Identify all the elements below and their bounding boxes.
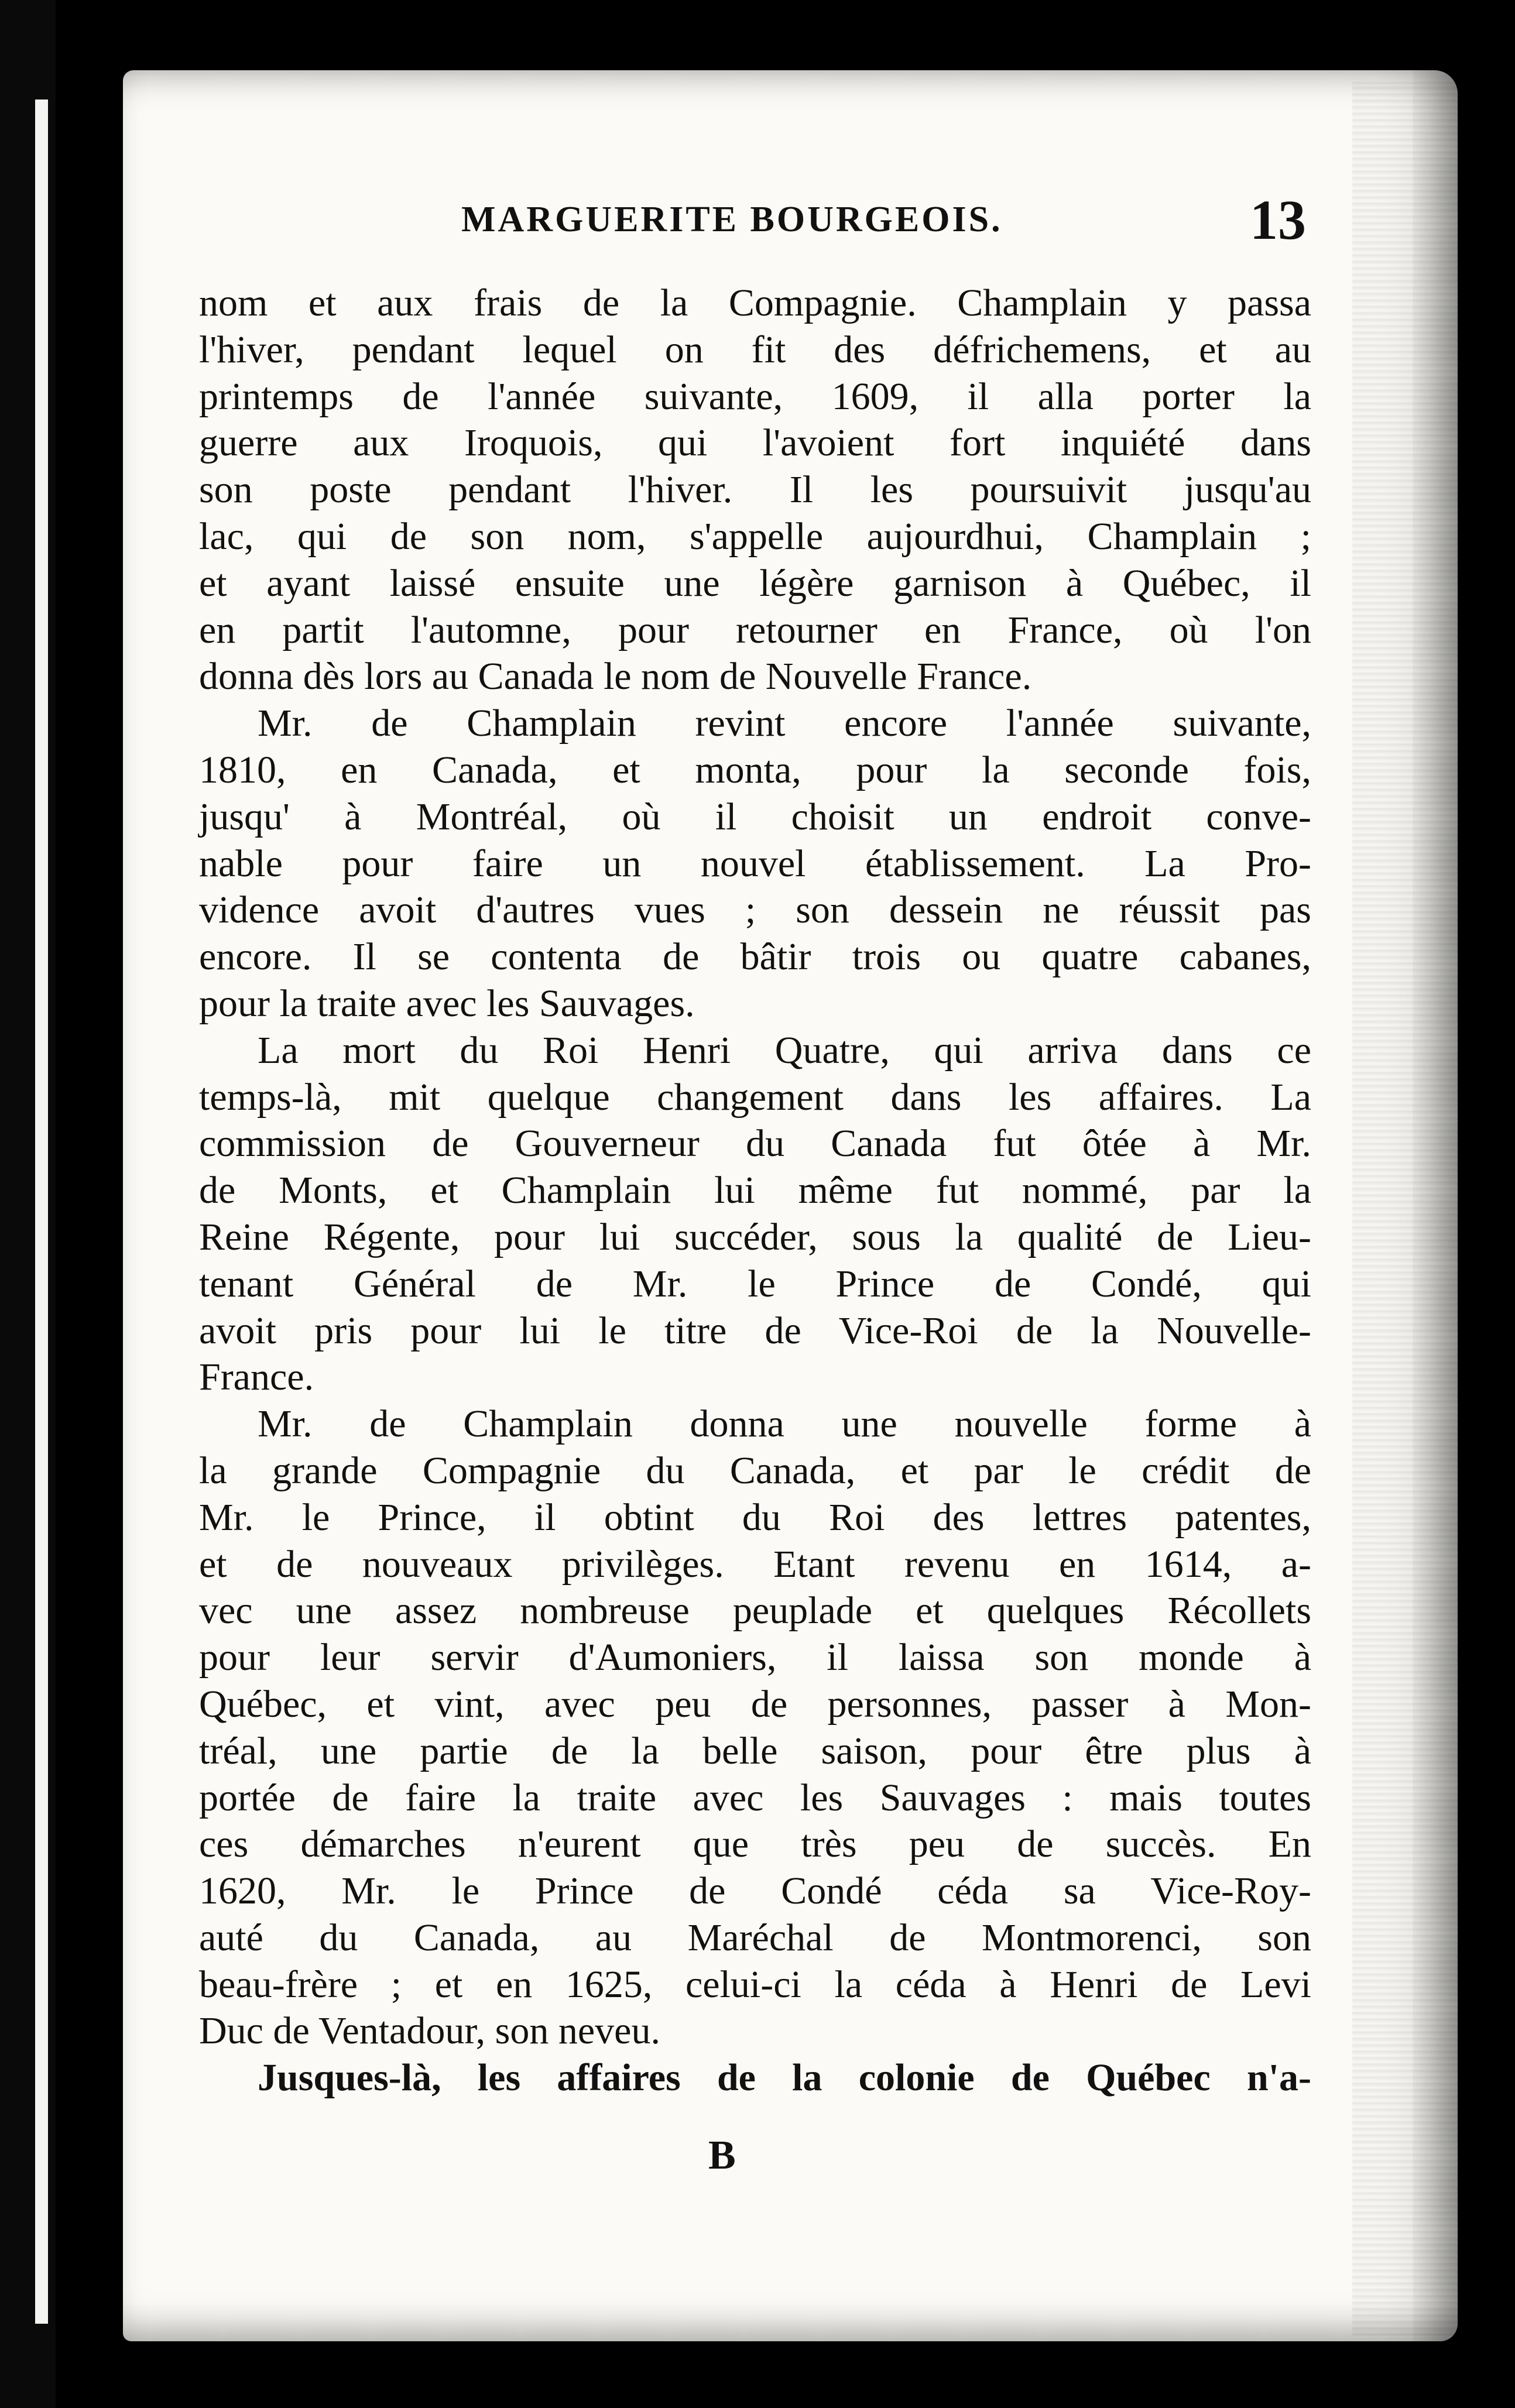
text-line: Québec, et vint, avec peu de personnes, passer à Mon- (199, 1682, 1311, 1726)
text-line: Mr. de Champlain revint encore l'année suivante, (258, 702, 1311, 745)
text-line: Duc de Ventadour, son neveu. (199, 2009, 660, 2053)
text-line: et de nouveaux privilèges. Etant revenu en 1614, a- (199, 1542, 1311, 1586)
text-line: Jusques-là, les affaires de la colonie de Québec n'a- (258, 2056, 1311, 2100)
text-line: encore. Il se contenta de bâtir trois ou quatre cabanes, (199, 935, 1311, 979)
text-line: tréal, une partie de la belle saison, pour être plus à (199, 1729, 1311, 1772)
text-line: guerre aux Iroquois, qui l'avoient fort inquiété dans (199, 421, 1311, 465)
text-line: France. (199, 1356, 314, 1399)
text-line: Mr. le Prince, il obtint du Roi des lettres patentes, (199, 1495, 1311, 1539)
text-line: Mr. de Champlain donna une nouvelle forme à (258, 1402, 1311, 1446)
text-line: de Monts, et Champlain lui même fut nommé, par la (199, 1169, 1311, 1212)
text-line: jusqu' à Montréal, où il choisit un endroit conve- (199, 795, 1311, 838)
text-line: tenant Général de Mr. le Prince de Condé, qui (199, 1262, 1311, 1305)
text-line: La mort du Roi Henri Quatre, qui arriva dans ce (258, 1028, 1311, 1072)
page-number: 13 (1250, 188, 1306, 251)
running-title: MARGUERITE BOURGEOIS. (461, 200, 1003, 239)
text-line: pour la traite avec les Sauvages. (199, 982, 695, 1025)
text-line: son poste pendant l'hiver. Il les poursuivit jusqu'au (199, 468, 1311, 512)
scan-left-margin (0, 0, 56, 2408)
text-line: beau-frère ; et en 1625, celui-ci la céda à Henri de Levi (199, 1963, 1311, 2006)
text-line: temps-là, mit quelque changement dans les affaires. La (199, 1075, 1311, 1119)
text-line: Reine Régente, pour lui succéder, sous la qualité de Lieu- (199, 1215, 1311, 1258)
page-header (334, 188, 1329, 251)
text-line: vidence avoit d'autres vues ; son dessein ne réussit pas (199, 889, 1311, 932)
text-line: portée de faire la traite avec les Sauvages : mais toutes (199, 1776, 1311, 1819)
body-text (199, 280, 1311, 2101)
text-line: nable pour faire un nouvel établissement. La Pro- (199, 842, 1311, 885)
page-edge-shadow (1352, 82, 1458, 2335)
signature-mark: B (708, 2133, 736, 2178)
text-line: commission de Gouverneur du Canada fut ôtée à Mr. (199, 1122, 1311, 1165)
text-line: printemps de l'année suivante, 1609, il alla porter la (199, 375, 1311, 418)
text-line: en partit l'automne, pour retourner en France, où l'on (199, 608, 1311, 651)
text-line: nom et aux frais de la Compagnie. Champlain y passa (199, 282, 1311, 324)
text-line: 1620, Mr. le Prince de Condé céda sa Vice-Roy- (199, 1870, 1311, 1913)
text-line: pour leur servir d'Aumoniers, il laissa son monde à (199, 1636, 1311, 1679)
text-line: 1810, en Canada, et monta, pour la seconde fois, (199, 748, 1311, 791)
text-line: avoit pris pour lui le titre de Vice-Roi de la Nouvelle- (199, 1309, 1311, 1352)
text-line: donna dès lors au Canada le nom de Nouvelle France. (199, 655, 1032, 698)
text-line: la grande Compagnie du Canada, et par le crédit de (199, 1449, 1311, 1492)
text-line: auté du Canada, au Maréchal de Montmorenci, son (199, 1916, 1311, 1959)
text-line: lac, qui de son nom, s'appelle aujourdhui, Champlain ; (199, 514, 1311, 558)
text-line: vec une assez nombreuse peuplade et quelques Récollets (199, 1589, 1311, 1632)
text-line: ces démarches n'eurent que très peu de succès. En (199, 1823, 1311, 1866)
adjacent-page-edge (35, 100, 48, 2324)
text-line: et ayant laissé ensuite une légère garnison à Québec, il (199, 561, 1311, 605)
text-line: l'hiver, pendant lequel on fit des défrichemens, et au (199, 328, 1311, 371)
